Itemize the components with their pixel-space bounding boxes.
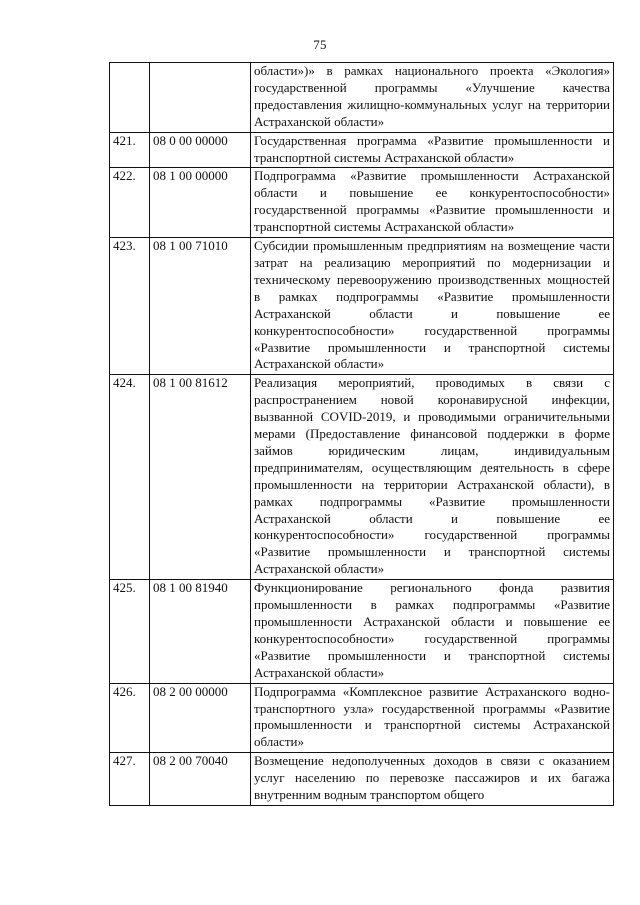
classification-code: 08 2 00 00000	[150, 683, 251, 753]
row-number: 423.	[110, 238, 150, 375]
row-number: 422.	[110, 168, 150, 238]
table-row	[110, 683, 614, 753]
row-description: Государственная программа «Развитие промышленности и транспортной системы Астраханской области»	[251, 132, 614, 168]
classification-code	[150, 63, 251, 133]
budget-classification-table	[109, 62, 614, 806]
table-row	[110, 375, 614, 580]
row-description: области»)» в рамках национального проекта «Экология» государственной программы «Улучшение качества предоставления жилищно-коммунальных услуг на территории Астраханской области»	[251, 63, 614, 133]
table-row	[110, 132, 614, 168]
page-number: 75	[313, 37, 327, 52]
row-number	[110, 63, 150, 133]
classification-code: 08 1 00 71010	[150, 238, 251, 375]
row-description: Функционирование регионального фонда развития промышленности в рамках подпрограммы «Развитие промышленности Астраханской области и повышение ее конкурентоспособности» государственной программы «Развитие промышленности и транспортной системы Астраханской области»	[251, 580, 614, 683]
table-row	[110, 753, 614, 806]
row-description: Подпрограмма «Комплексное развитие Астраханского водно-транспортного узла» государственной программы «Развитие промышленности и транспортной системы Астраханской области»	[251, 683, 614, 753]
row-description: Субсидии промышленным предприятиям на возмещение части затрат на реализацию мероприятий по модернизации и техническому перевооружению производственных мощностей в рамках подпрограммы «Развитие промышленности Астраханской области и повышение ее конкурентоспособности» государственной программы «Развитие промышленности и транспортной системы Астраханской области»	[251, 238, 614, 375]
row-description: Подпрограмма «Развитие промышленности Астраханской области и повышение ее конкурентоспособности» государственной программы «Развитие промышленности и транспортной системы Астраханской области»	[251, 168, 614, 238]
row-number: 425.	[110, 580, 150, 683]
classification-code: 08 1 00 81940	[150, 580, 251, 683]
row-number: 421.	[110, 132, 150, 168]
table-row	[110, 63, 614, 133]
row-number: 427.	[110, 753, 150, 806]
table-row	[110, 580, 614, 683]
row-number: 426.	[110, 683, 150, 753]
row-description: Реализация мероприятий, проводимых в связи с распространением новой коронавирусной инфекции, вызванной COVID-2019, и проводимыми ограничительными мерами (Предоставление финансовой поддержки в форме займов юридическим лицам, индивидуальным предпринимателям, осуществляющим деятельность в сфере промышленности на территории Астраханской области), в рамках подпрограммы «Развитие промышленности Астраханской области и повышение ее конкурентоспособности» государственной программы «Развитие промышленности и транспортной системы Астраханской области»	[251, 375, 614, 580]
row-number: 424.	[110, 375, 150, 580]
classification-code: 08 1 00 81612	[150, 375, 251, 580]
table-row	[110, 168, 614, 238]
row-description: Возмещение недополученных доходов в связи с оказанием услуг населению по перевозке пассажиров и их багажа внутренним водным транспортом общего	[251, 753, 614, 806]
classification-code: 08 0 00 00000	[150, 132, 251, 168]
table-row	[110, 238, 614, 375]
classification-code: 08 2 00 70040	[150, 753, 251, 806]
classification-code: 08 1 00 00000	[150, 168, 251, 238]
